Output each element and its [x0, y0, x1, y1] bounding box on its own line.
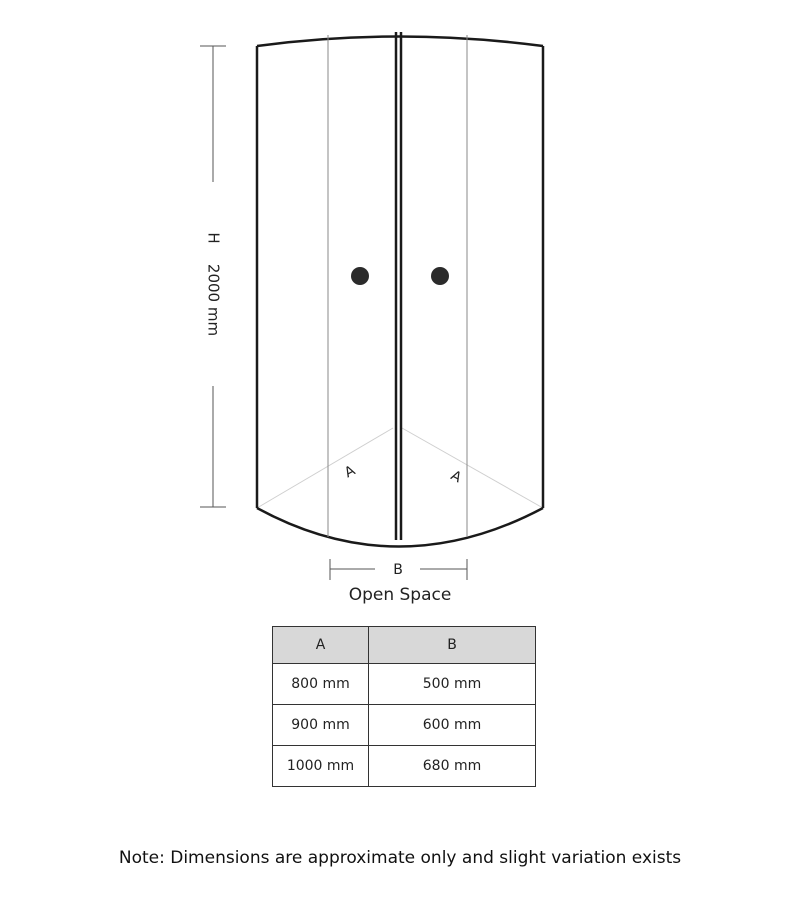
table-cell-b: 680 mm	[369, 746, 536, 787]
label-a-right: A	[448, 467, 464, 487]
left-door-handle	[351, 267, 369, 285]
table-cell-b: 600 mm	[369, 705, 536, 746]
column-header-a: A	[273, 627, 369, 664]
table-header-row	[273, 627, 536, 664]
height-letter: H	[204, 232, 223, 244]
table-cell-a: 800 mm	[273, 664, 369, 705]
height-value: 2000 mm	[204, 263, 223, 337]
table-cell-a: 900 mm	[273, 705, 369, 746]
dimensions-table	[272, 626, 536, 787]
panel-lines	[328, 35, 467, 537]
door-center-edges	[396, 32, 401, 540]
table-cell-a: 1000 mm	[273, 746, 369, 787]
open-space-caption: Open Space	[348, 585, 452, 605]
column-header-b: B	[369, 627, 536, 664]
right-door-handle	[431, 267, 449, 285]
table-row	[273, 664, 536, 705]
table-cell-b: 500 mm	[369, 664, 536, 705]
table-row	[273, 746, 536, 787]
label-b: B	[393, 562, 403, 578]
label-a-left: A	[342, 462, 358, 482]
table-row	[273, 705, 536, 746]
disclaimer-note: Note: Dimensions are approximate only and slight variation exists	[118, 848, 682, 868]
